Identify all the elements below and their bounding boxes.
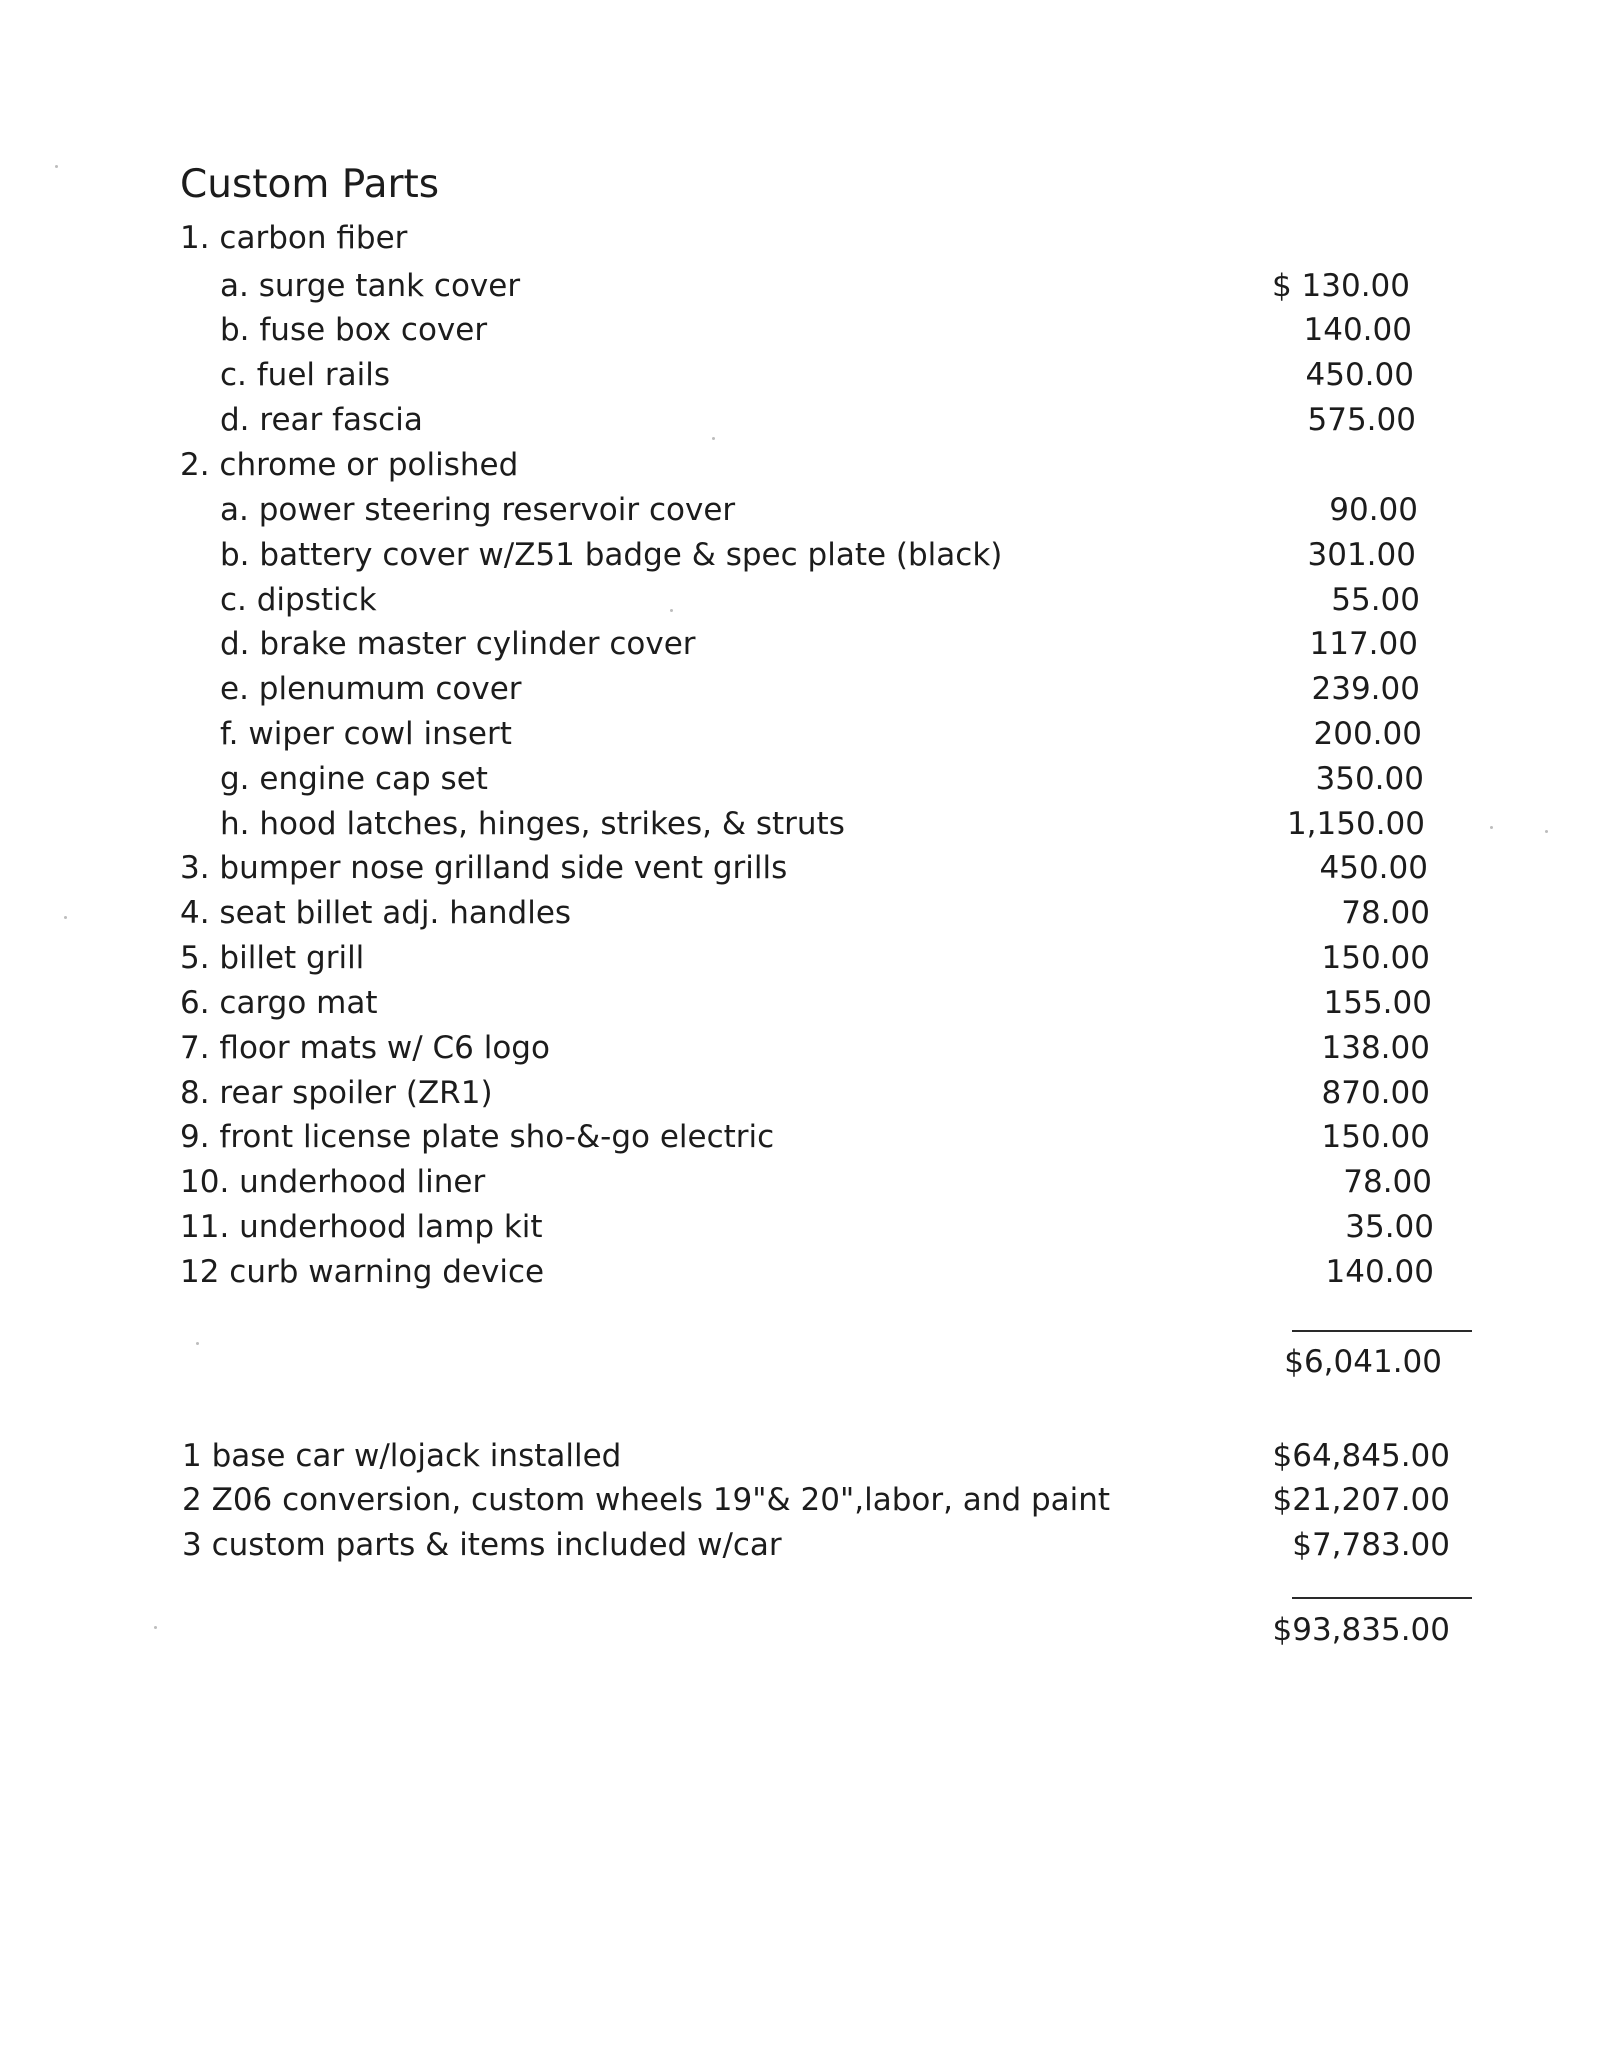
- item-label: d. rear fascia: [220, 402, 423, 438]
- item-label: a. power steering reservoir cover: [220, 492, 736, 528]
- item-amount: 150.00: [1321, 940, 1430, 976]
- item-amount: 90.00: [1329, 492, 1418, 528]
- summary-row: [180, 1523, 1450, 1567]
- summary-row: [180, 1478, 1450, 1522]
- summary-amount: $21,207.00: [1272, 1482, 1450, 1518]
- item-amount: 35.00: [1345, 1209, 1434, 1245]
- list-item: [180, 936, 1430, 980]
- summary-amount: $64,845.00: [1272, 1438, 1450, 1474]
- list-item: [180, 891, 1430, 935]
- scan-speck: [55, 165, 58, 168]
- item-amount: 55.00: [1331, 582, 1420, 618]
- summary-amount: $7,783.00: [1292, 1527, 1450, 1563]
- list-item: [180, 981, 1432, 1025]
- item-label: 3. bumper nose grilland side vent grills: [180, 850, 788, 886]
- list-item: [180, 1071, 1430, 1115]
- list-item: [180, 1115, 1430, 1159]
- section-heading: 1. carbon fiber: [180, 220, 408, 256]
- list-item: [180, 264, 1410, 308]
- list-item: [180, 712, 1422, 756]
- item-amount: 78.00: [1341, 895, 1430, 931]
- item-amount: 450.00: [1305, 357, 1414, 393]
- grand-total-row: [1200, 1608, 1450, 1652]
- list-item: [180, 488, 1418, 532]
- item-amount: 239.00: [1311, 671, 1420, 707]
- item-label: d. brake master cylinder cover: [220, 626, 696, 662]
- list-item: [180, 398, 1416, 442]
- list-item: [180, 667, 1420, 711]
- item-amount: 200.00: [1313, 716, 1422, 752]
- item-label: c. fuel rails: [220, 357, 390, 393]
- list-item: [180, 1250, 1434, 1294]
- item-amount: $ 130.00: [1271, 268, 1410, 304]
- item-label: 11. underhood lamp kit: [180, 1209, 543, 1245]
- summary-row: [180, 1434, 1450, 1478]
- item-label: 4. seat billet adj. handles: [180, 895, 572, 931]
- grand-total: $93,835.00: [1272, 1612, 1450, 1648]
- list-item: [180, 216, 1420, 260]
- item-label: g. engine cap set: [220, 761, 488, 797]
- parts-total-row: [1200, 1340, 1442, 1384]
- grand-total-rule: [1292, 1597, 1472, 1599]
- summary-label: 2 Z06 conversion, custom wheels 19"& 20",labor, and paint: [182, 1482, 1111, 1518]
- subtotal-rule: [1292, 1330, 1472, 1332]
- item-label: e. plenumum cover: [220, 671, 522, 707]
- item-label: a. surge tank cover: [220, 268, 521, 304]
- list-item: [180, 846, 1428, 890]
- item-amount: 140.00: [1325, 1254, 1434, 1290]
- item-label: 6. cargo mat: [180, 985, 378, 1021]
- item-label: h. hood latches, hinges, strikes, & struts: [220, 806, 845, 842]
- item-label: b. fuse box cover: [220, 312, 488, 348]
- summary-label: 1 base car w/lojack installed: [182, 1438, 622, 1474]
- item-label: 9. front license plate sho-&-go electric: [180, 1119, 775, 1155]
- section-heading: 2. chrome or polished: [180, 447, 519, 483]
- item-amount: 138.00: [1321, 1030, 1430, 1066]
- list-item: [180, 1205, 1434, 1249]
- item-label: 10. underhood liner: [180, 1164, 486, 1200]
- scan-speck: [64, 916, 67, 919]
- item-amount: 870.00: [1321, 1075, 1430, 1111]
- scan-speck: [154, 1626, 157, 1629]
- list-item: [180, 622, 1418, 666]
- item-amount: 117.00: [1309, 626, 1418, 662]
- item-label: c. dipstick: [220, 582, 377, 618]
- item-label: 7. floor mats w/ C6 logo: [180, 1030, 550, 1066]
- item-amount: 1,150.00: [1286, 806, 1425, 842]
- item-label: b. battery cover w/Z51 badge & spec plate (black): [220, 537, 1003, 573]
- item-amount: 140.00: [1303, 312, 1412, 348]
- scan-speck: [1545, 830, 1548, 833]
- scan-speck: [670, 609, 673, 612]
- parts-total: $6,041.00: [1284, 1344, 1442, 1380]
- list-item: [180, 1160, 1432, 1204]
- item-label: 5. billet grill: [180, 940, 365, 976]
- list-item: [180, 353, 1414, 397]
- item-amount: 150.00: [1321, 1119, 1430, 1155]
- list-item: [180, 1026, 1430, 1070]
- page-title: Custom Parts: [180, 162, 440, 207]
- list-item: [180, 533, 1416, 577]
- list-item: [180, 308, 1412, 352]
- item-amount: 575.00: [1307, 402, 1416, 438]
- list-item: [180, 802, 1425, 846]
- list-item: [180, 443, 1420, 487]
- item-amount: 301.00: [1307, 537, 1416, 573]
- scan-speck: [712, 437, 715, 440]
- item-label: 12 curb warning device: [180, 1254, 545, 1290]
- item-amount: 78.00: [1343, 1164, 1432, 1200]
- item-amount: 450.00: [1319, 850, 1428, 886]
- item-label: 8. rear spoiler (ZR1): [180, 1075, 493, 1111]
- scan-speck: [196, 1342, 199, 1345]
- list-item: [180, 757, 1424, 801]
- item-label: f. wiper cowl insert: [220, 716, 512, 752]
- summary-label: 3 custom parts & items included w/car: [182, 1527, 782, 1563]
- list-item: [180, 578, 1420, 622]
- item-amount: 350.00: [1315, 761, 1424, 797]
- item-amount: 155.00: [1323, 985, 1432, 1021]
- scan-speck: [1490, 826, 1493, 829]
